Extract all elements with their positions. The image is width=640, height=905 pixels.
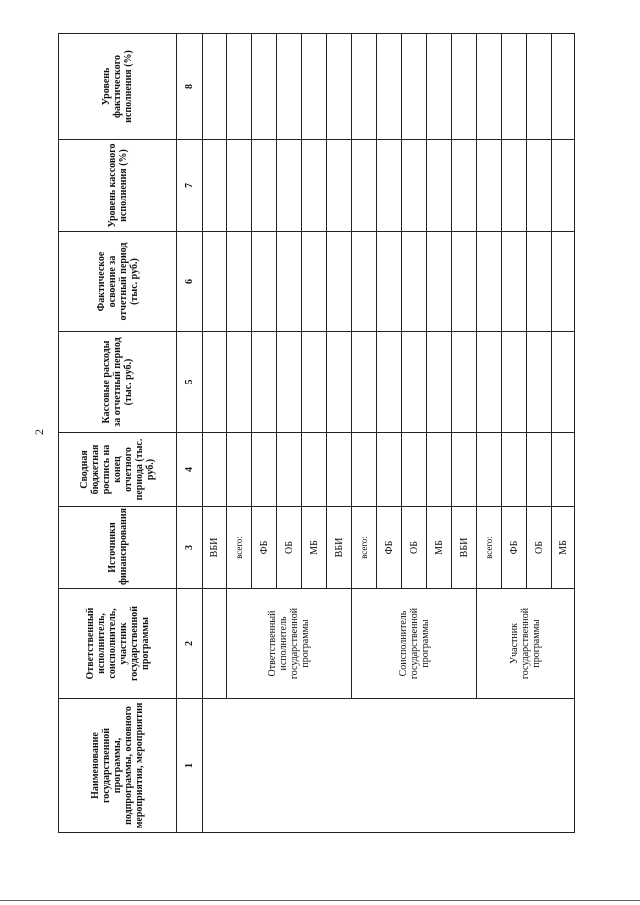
source-cell: ФБ	[502, 507, 527, 589]
source-cell: всего:	[352, 507, 377, 589]
rotated-table-container	[58, 34, 575, 833]
source-cell: ОБ	[527, 507, 552, 589]
header-funding-sources: Источники финансирования	[59, 507, 177, 589]
column-number: 7	[177, 140, 203, 232]
source-cell: МБ	[427, 507, 452, 589]
source-cell: всего:	[227, 507, 252, 589]
column-number: 5	[177, 332, 203, 433]
column-number: 2	[177, 589, 203, 699]
budget-execution-table	[58, 33, 575, 833]
program-name-cell	[203, 699, 575, 833]
executor-cell-empty	[203, 589, 227, 699]
source-cell: ОБ	[402, 507, 427, 589]
header-budget-schedule: Сводная бюджетная роспись на конец отчетного периода (тыс. руб.)	[59, 433, 177, 507]
page-number: 2	[32, 429, 46, 435]
source-cell: МБ	[302, 507, 327, 589]
header-cash-expenses: Кассовые расходы за отчетный период (тыс. руб.)	[59, 332, 177, 433]
column-number: 3	[177, 507, 203, 589]
source-cell: всего:	[477, 507, 502, 589]
column-number: 1	[177, 699, 203, 833]
source-cell: ОБ	[277, 507, 302, 589]
column-number: 4	[177, 433, 203, 507]
participant-cell: Участник государственной программы	[477, 589, 575, 699]
co-executor-cell: Соисполнитель государственной программы	[352, 589, 477, 699]
table-row	[203, 34, 227, 833]
source-cell: ВБИ	[327, 507, 352, 589]
column-number: 6	[177, 232, 203, 332]
source-cell: ВБИ	[203, 507, 227, 589]
responsible-executor-cell: Ответственный исполнитель государственной программы	[227, 589, 352, 699]
source-cell: ВБИ	[452, 507, 477, 589]
header-cash-execution-level: Уровень кассового исполнения (%)	[59, 140, 177, 232]
header-executor: Ответственный исполнитель, соисполнитель, участник государственной программы	[59, 589, 177, 699]
source-cell: ФБ	[252, 507, 277, 589]
header-actual-execution-level: Уровень фактического исполнения (%)	[59, 34, 177, 140]
header-program-name: Наименование государственной программы, подпрограммы, основного мероприятия, мероприятия	[59, 699, 177, 833]
column-number: 8	[177, 34, 203, 140]
source-cell: МБ	[552, 507, 575, 589]
header-row	[59, 34, 177, 833]
source-cell: ФБ	[377, 507, 402, 589]
header-actual-spending: Фактическое освоение за отчетный период (тыс. руб.)	[59, 232, 177, 332]
page-bottom-divider	[0, 900, 640, 901]
column-number-row	[177, 34, 203, 833]
